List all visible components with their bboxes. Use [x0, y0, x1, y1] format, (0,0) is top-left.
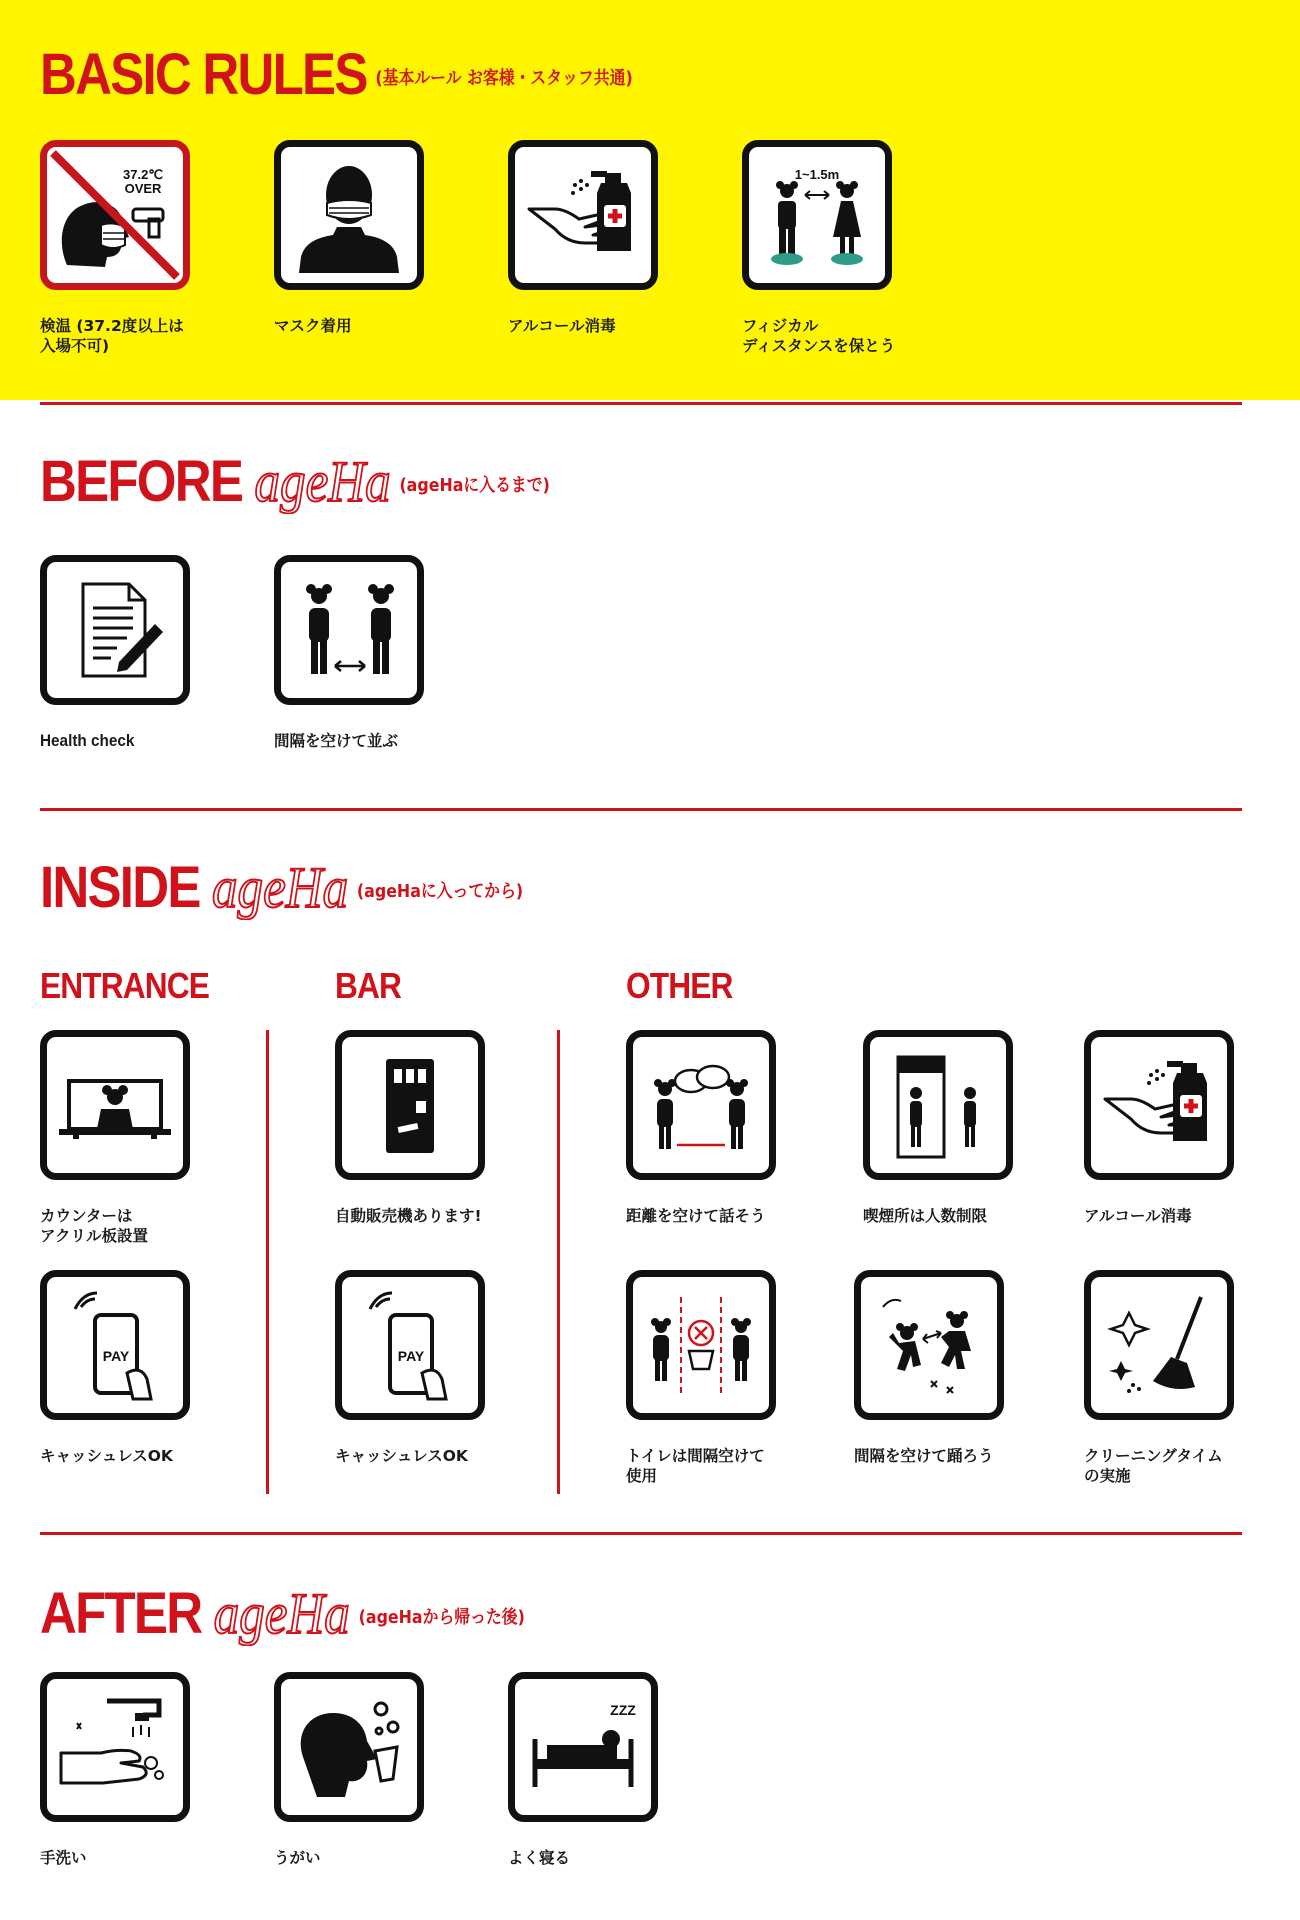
- toilet-caption: トイレは間隔空けて 使用: [626, 1447, 765, 1485]
- distance-caption: フィジカル ディスタンスを保とう: [742, 317, 896, 355]
- hand-wash-caption: 手洗い: [40, 1849, 87, 1867]
- vending-machine-icon: [335, 1030, 485, 1180]
- pay-text: PAY: [397, 1348, 425, 1364]
- after-heading: AFTER ageHa (ageHaから帰った後): [40, 1581, 525, 1646]
- cashless-caption: キャッシュレスOK: [335, 1447, 468, 1465]
- gargle-icon: [274, 1672, 424, 1822]
- column-divider: [266, 1030, 269, 1494]
- temperature-check-caption: 検温 (37.2度以上は 入場不可): [40, 317, 184, 355]
- other-heading: OTHER: [626, 965, 733, 1006]
- queue-caption: 間隔を空けて並ぶ: [274, 732, 399, 750]
- sanitizer-caption: アルコール消毒: [1084, 1207, 1192, 1225]
- hand-washing-icon: [40, 1672, 190, 1822]
- basic-rules-heading: BASIC RULES (基本ルール お客様・スタッフ共通): [40, 42, 633, 107]
- health-check-caption: Health check: [40, 731, 135, 750]
- face-mask-icon: [274, 140, 424, 290]
- smoking-room-icon: [863, 1030, 1013, 1180]
- before-heading: BEFORE ageHa (ageHaに入るまで): [40, 449, 550, 514]
- smoking-caption: 喫煙所は人数制限: [863, 1207, 988, 1225]
- queue-spacing-icon: [274, 555, 424, 705]
- gargle-caption: うがい: [274, 1849, 321, 1867]
- cashless-pay-icon: [40, 1270, 190, 1420]
- talk-caption: 距離を空けて話そう: [626, 1207, 766, 1225]
- section-divider: [40, 402, 1242, 405]
- no-fever-thermometer-icon: [40, 140, 190, 290]
- toilet-spacing-icon: [626, 1270, 776, 1420]
- sleep-icon: [508, 1672, 658, 1822]
- bar-heading: BAR: [335, 965, 401, 1006]
- counter-caption: カウンターは アクリル板設置: [40, 1207, 149, 1245]
- fever-threshold-text: 37.2℃: [123, 167, 163, 182]
- sleep-mark-text: ZZZ: [610, 1702, 636, 1718]
- talk-distance-icon: [626, 1030, 776, 1180]
- entrance-heading: ENTRANCE: [40, 965, 209, 1006]
- dance-spacing-icon: [854, 1270, 1004, 1420]
- dance-caption: 間隔を空けて踊ろう: [854, 1447, 994, 1465]
- sanitizer-caption: アルコール消毒: [508, 317, 616, 335]
- cleaning-caption: クリーニングタイム の実施: [1084, 1447, 1223, 1485]
- pay-text: PAY: [102, 1348, 130, 1364]
- section-divider: [40, 1532, 1242, 1535]
- cashless-caption: キャッシュレスOK: [40, 1447, 173, 1465]
- vending-caption: 自動販売機あります!: [335, 1207, 482, 1225]
- inside-heading: INSIDE ageHa (ageHaに入ってから): [40, 855, 524, 920]
- hand-sanitizer-icon: [1084, 1030, 1234, 1180]
- health-check-form-icon: [40, 555, 190, 705]
- fever-over-text: OVER: [124, 181, 162, 196]
- cashless-pay-icon: [335, 1270, 485, 1420]
- column-divider: [557, 1030, 560, 1494]
- cleaning-broom-icon: [1084, 1270, 1234, 1420]
- distance-label: 1~1.5m: [794, 167, 840, 182]
- hand-sanitizer-icon: [508, 140, 658, 290]
- section-divider: [40, 808, 1242, 811]
- mask-caption: マスク着用: [274, 317, 352, 335]
- acrylic-counter-icon: [40, 1030, 190, 1180]
- sleep-caption: よく寝る: [508, 1849, 571, 1867]
- physical-distance-icon: [742, 140, 892, 290]
